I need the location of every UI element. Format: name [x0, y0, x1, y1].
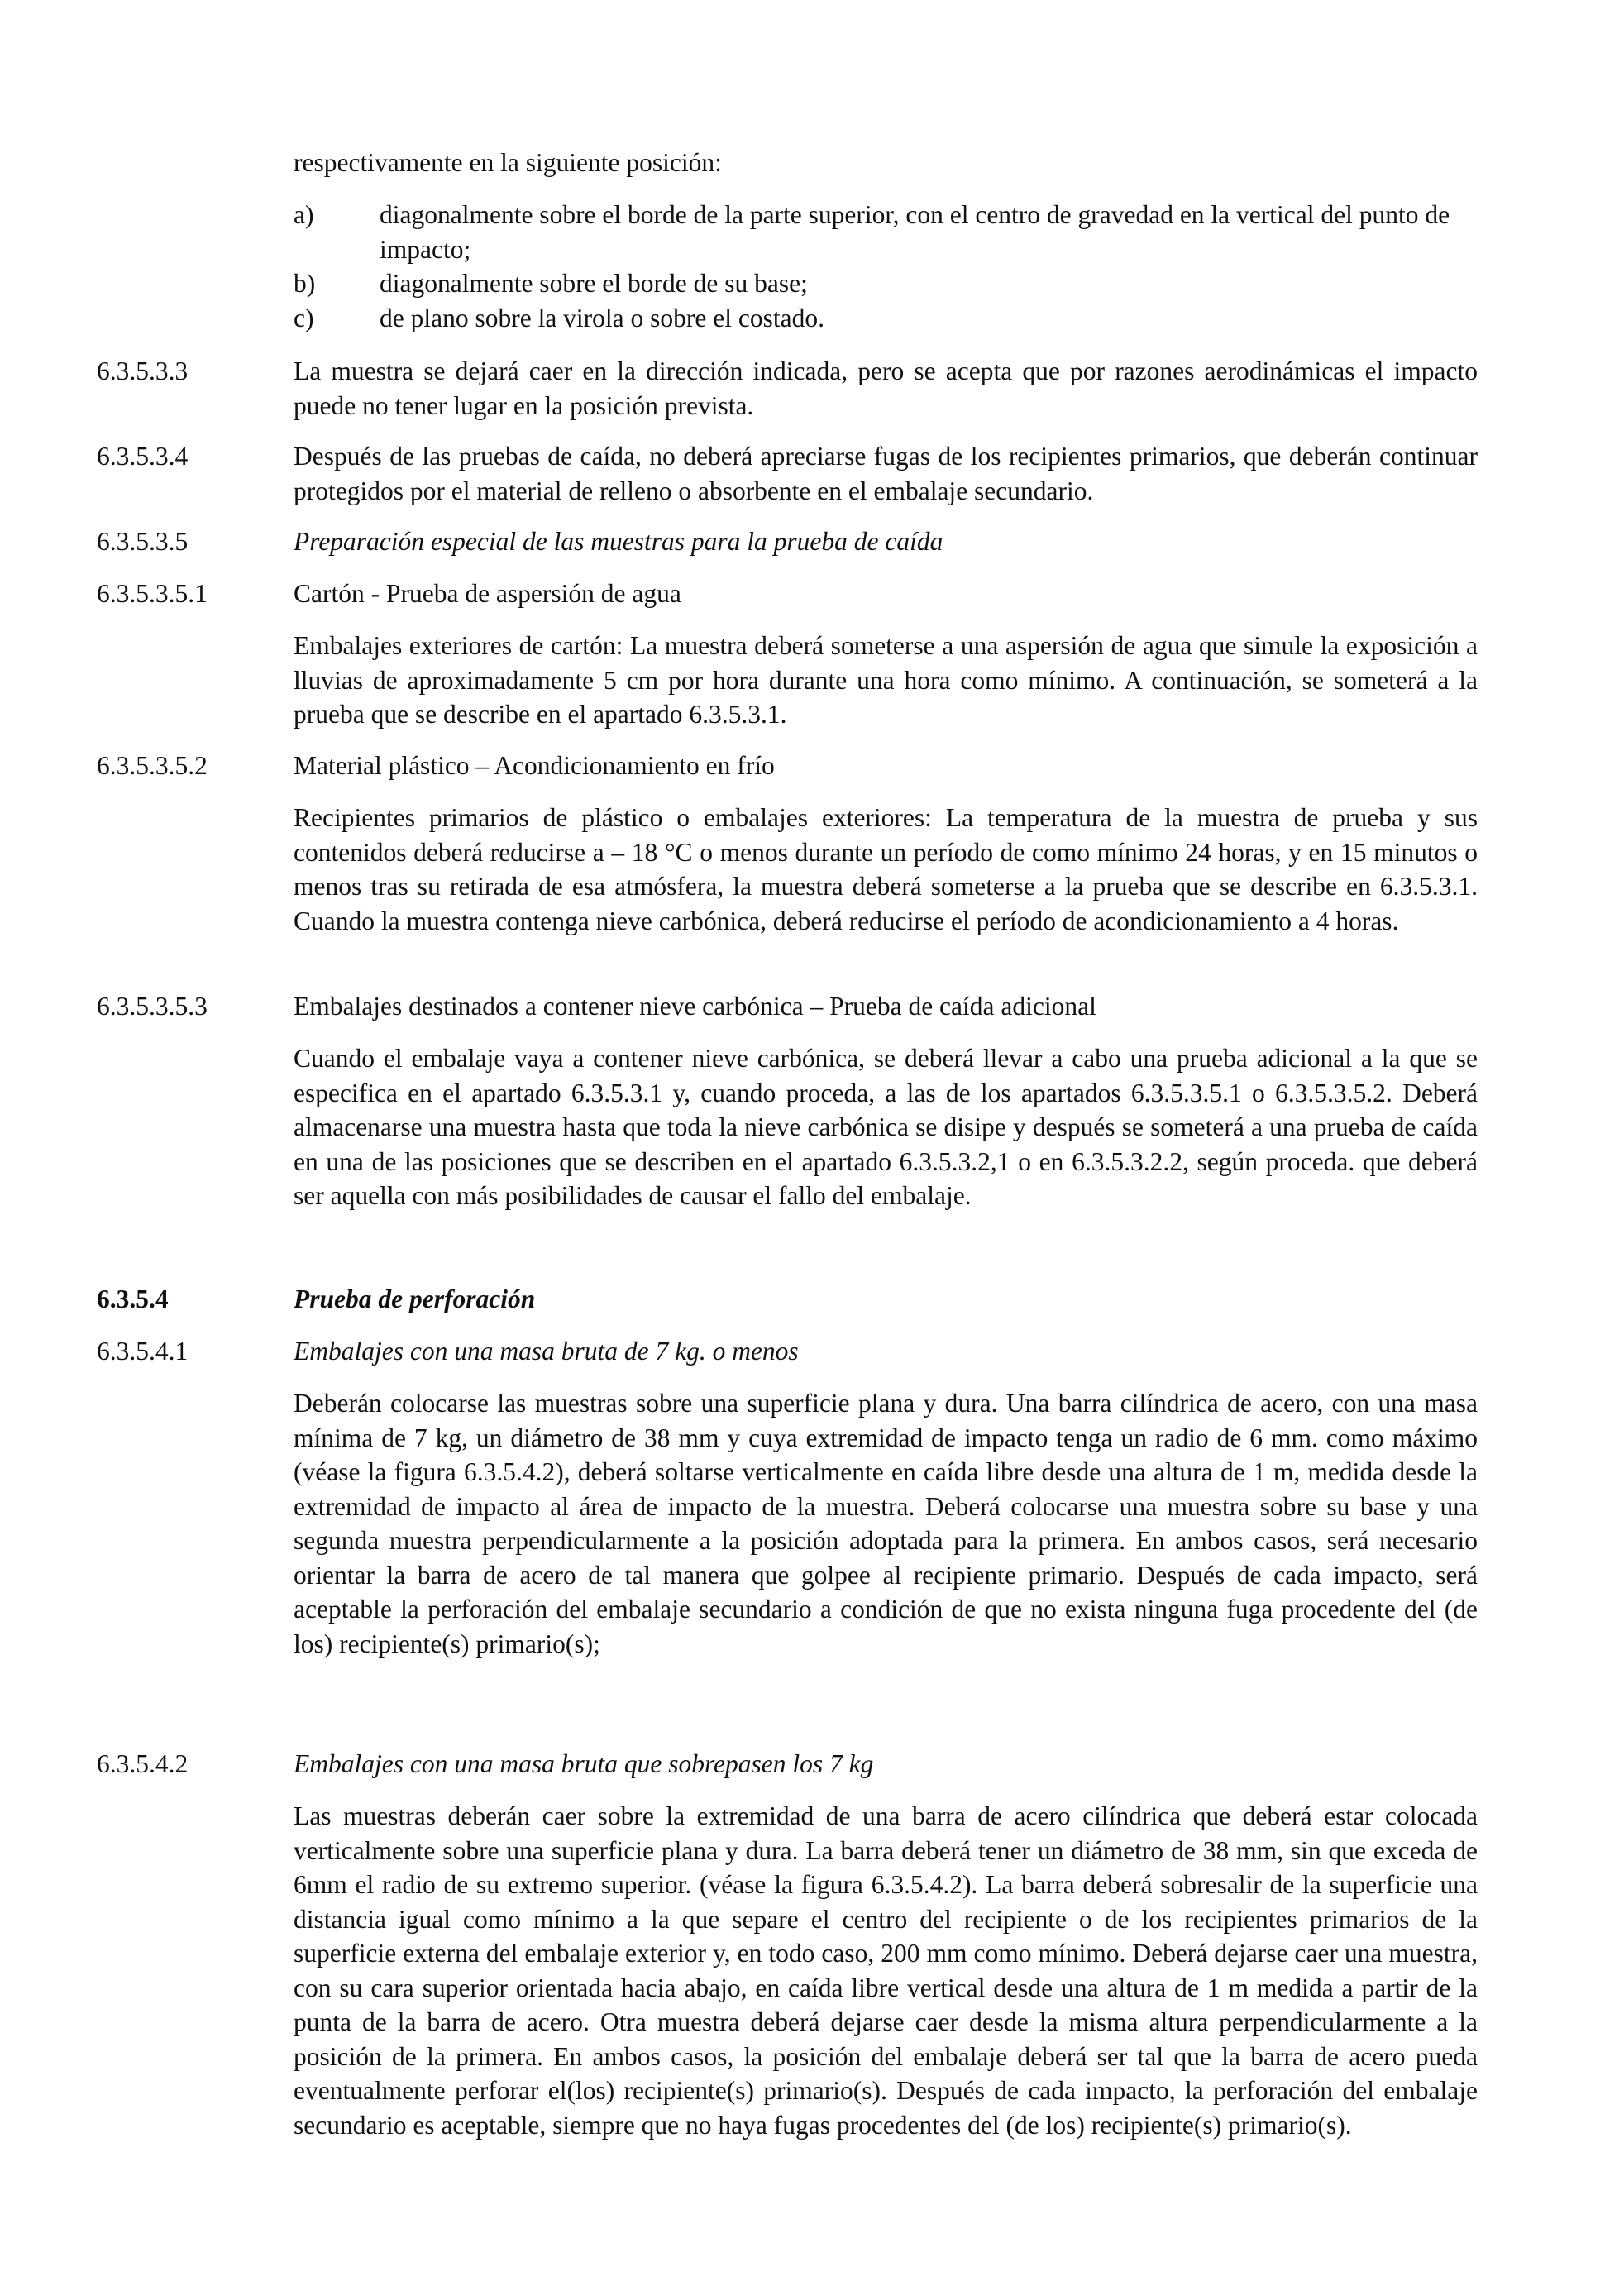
section-paragraph: Después de las pruebas de caída, no deberá apreciarse fugas de los recipientes primarios, que deberán continuar protegidos por el material de relleno o absorbente en el embalaje secundario. — [294, 442, 1478, 505]
section-number: 6.3.5.3.5 — [97, 527, 189, 556]
section-title: Material plástico – Acondicionamiento en frío — [294, 751, 775, 780]
list-letter-a: a) — [294, 200, 314, 229]
section-paragraph: La muestra se dejará caer en la dirección indicada, pero se acepta que por razones aerodinámicas el impacto puede no tener lugar en la posición prevista. — [294, 356, 1478, 420]
section-paragraph: Deberán colocarse las muestras sobre una superficie plana y dura. Una barra cilíndrica de acero, con una masa mínima de 7 kg, un diámetro de 38 mm y cuya extremidad de impacto tenga un radio de 6 mm. como máximo (véase la figura 6.3.5.4.2), deberá soltarse verticalmente en caída libre desde una altura de 1 m, medida desde la extremidad de impacto al área de impacto de la muestra. Deberá colocarse una muestra sobre su base y una segunda muestra perpendicularmente a la posición adoptada para la primera. En ambos casos, será necesario orientar la barra de acero de tal manera que golpee al recipiente primario. Después de cada impacto, será aceptable la perforación del embalaje secundario a condición de que no exista ninguna fuga procedente del (de los) recipiente(s) primario(s); — [294, 1389, 1478, 1658]
section-heading: Prueba de perforación — [294, 1284, 536, 1313]
section-number: 6.3.5.4.2 — [97, 1749, 189, 1778]
section-title: Embalajes destinados a contener nieve carbónica – Prueba de caída adicional — [294, 992, 1096, 1021]
list-item-a: diagonalmente sobre el borde de la parte superior, con el centro de gravedad en la vertical del punto de impacto; — [380, 200, 1450, 264]
section-number: 6.3.5.3.5.3 — [97, 992, 208, 1021]
intro-paragraph: respectivamente en la siguiente posición: — [294, 148, 722, 177]
section-paragraph: Las muestras deberán caer sobre la extremidad de una barra de acero cilíndrica que deberá estar colocada verticalmente sobre una superficie plana y dura. La barra deberá tener un diámetro de 38 mm, sin que exceda de 6mm el radio de su extremo superior. (véase la figura 6.3.5.4.2). La barra deberá sobresalir de la superficie una distancia igual como mínimo a la que separe el centro del recipiente o de los recipientes primarios de la superficie externa del embalaje exterior y, en todo caso, 200 mm como mínimo. Deberá dejarse caer una muestra, con su cara superior orientada hacia abajo, en caída libre vertical desde una altura de 1 m medida a partir de la punta de la barra de acero. Otra muestra deberá dejarse caer desde la misma altura perpendicularmente a la posición de la primera. En ambos casos, la posición del embalaje deberá ser tal que la barra de acero pueda eventualmente perforar el(los) recipiente(s) primario(s). Después de cada impacto, la perforación del embalaje secundario es aceptable, siempre que no haya fugas procedentes del (de los) recipiente(s) primario(s). — [294, 1801, 1478, 2140]
section-title: Cartón - Prueba de aspersión de agua — [294, 579, 681, 608]
section-title: Embalajes con una masa bruta que sobrepasen los 7 kg — [294, 1749, 874, 1778]
list-letter-b: b) — [294, 269, 316, 298]
section-number: 6.3.5.3.5.2 — [97, 751, 208, 780]
section-title: Preparación especial de las muestras para la prueba de caída — [294, 527, 943, 556]
section-number: 6.3.5.4.1 — [97, 1337, 189, 1366]
section-paragraph: Cuando el embalaje vaya a contener nieve carbónica, se deberá llevar a cabo una prueba adicional a la que se especifica en el apartado 6.3.5.3.1 y, cuando proceda, a las de los apartados 6.3.5.3.5.1 o 6.3.5.3.5.2. Deberá almacenarse una muestra hasta que toda la nieve carbónica se disipe y después se someterá a una prueba de caída en una de las posiciones que se describen en el apartado 6.3.5.3.2,1 o en 6.3.5.3.2.2, según proceda. que deberá ser aquella con más posibilidades de causar el fallo del embalaje. — [294, 1044, 1478, 1210]
section-number: 6.3.5.4 — [97, 1284, 169, 1313]
section-paragraph: Recipientes primarios de plástico o embalajes exteriores: La temperatura de la muestra de prueba y sus contenidos deberá reducirse a – 18 °C o menos durante un período de como mínimo 24 horas, y en 15 minutos o menos tras su retirada de esa atmósfera, la muestra deberá someterse a la prueba que se describe en 6.3.5.3.1. Cuando la muestra contenga nieve carbónica, deberá reducirse el período de acondicionamiento a 4 horas. — [294, 803, 1478, 935]
list-item-b: diagonalmente sobre el borde de su base; — [380, 269, 808, 298]
section-paragraph: Embalajes exteriores de cartón: La muestra deberá someterse a una aspersión de agua que simule la exposición a lluvias de aproximadamente 5 cm por hora durante una hora como mínimo. A continuación, se someterá a la prueba que se describe en el apartado 6.3.5.3.1. — [294, 631, 1478, 729]
section-number: 6.3.5.3.4 — [97, 442, 189, 471]
list-item-c: de plano sobre la virola o sobre el costado. — [380, 304, 824, 332]
section-number: 6.3.5.3.5.1 — [97, 579, 208, 608]
section-title: Embalajes con una masa bruta de 7 kg. o menos — [294, 1337, 799, 1366]
section-number: 6.3.5.3.3 — [97, 356, 189, 385]
list-letter-c: c) — [294, 304, 314, 332]
